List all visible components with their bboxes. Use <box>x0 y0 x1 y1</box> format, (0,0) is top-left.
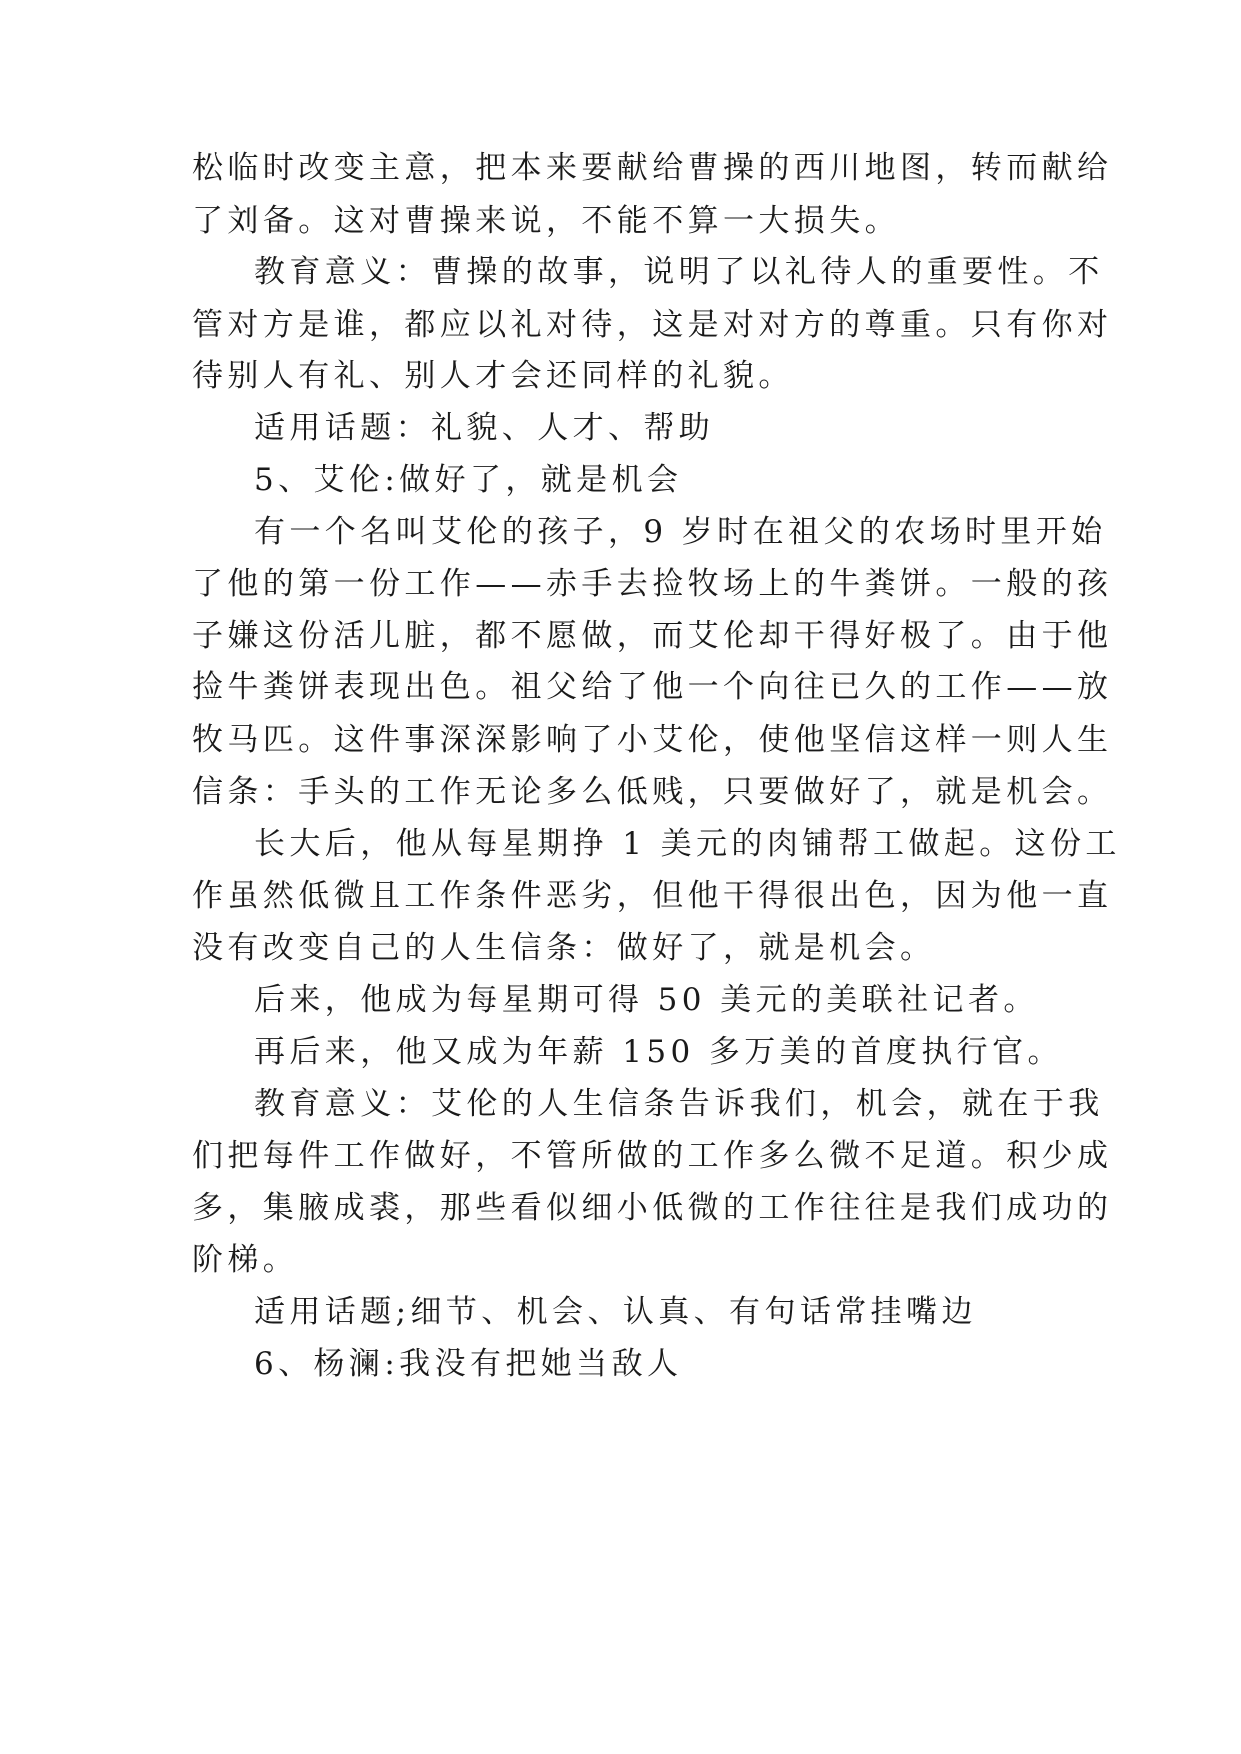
topic-line: 适用话题;细节、机会、认真、有句话常挂嘴边 <box>254 1294 977 1330</box>
body-text-line: 待别人有礼、别人才会还同样的礼貌。 <box>192 358 794 394</box>
body-text-line: 管对方是谁，都应以礼对待，这是对对方的尊重。只有你对 <box>192 307 1113 343</box>
body-text-line: 没有改变自己的人生信条：做好了，就是机会。 <box>192 930 936 966</box>
paragraph-first-line: 教育意义：艾伦的人生信条告诉我们，机会，就在于我 <box>254 1086 1104 1122</box>
paragraph-first-line: 长大后，他从每星期挣 1 美元的肉铺帮工做起。这份工 <box>254 826 1121 862</box>
body-text-line: 捡牛粪饼表现出色。祖父给了他一个向往已久的工作——放 <box>192 669 1113 705</box>
section-heading: 5、艾伦:做好了，就是机会 <box>254 462 683 498</box>
paragraph-first-line: 有一个名叫艾伦的孩子，9 岁时在祖父的农场时里开始 <box>254 514 1107 550</box>
paragraph-first-line: 再后来，他又成为年薪 150 多万美的首度执行官。 <box>254 1034 1063 1070</box>
body-text-line: 了他的第一份工作——赤手去捡牧场上的牛粪饼。一般的孩 <box>192 566 1113 602</box>
body-text-line: 阶梯。 <box>192 1242 299 1278</box>
body-text-line: 子嫌这份活儿脏，都不愿做，而艾伦却干得好极了。由于他 <box>192 618 1113 654</box>
body-text-line: 们把每件工作做好，不管所做的工作多么微不足道。积少成 <box>192 1138 1113 1174</box>
section-heading: 6、杨澜:我没有把她当敌人 <box>254 1346 683 1382</box>
paragraph-first-line: 后来，他成为每星期可得 50 美元的美联社记者。 <box>254 982 1039 1018</box>
topic-line: 适用话题：礼貌、人才、帮助 <box>254 410 715 446</box>
body-text-line: 了刘备。这对曹操来说，不能不算一大损失。 <box>192 203 900 239</box>
body-text-line: 多，集腋成裘，那些看似细小低微的工作往往是我们成功的 <box>192 1190 1113 1226</box>
paragraph-first-line: 教育意义：曹操的故事，说明了以礼待人的重要性。不 <box>254 254 1104 290</box>
body-text-line: 牧马匹。这件事深深影响了小艾伦，使他坚信这样一则人生 <box>192 722 1113 758</box>
body-text-line: 松临时改变主意，把本来要献给曹操的西川地图，转而献给 <box>192 150 1113 186</box>
body-text-line: 信条：手头的工作无论多么低贱，只要做好了，就是机会。 <box>192 774 1113 810</box>
body-text-line: 作虽然低微且工作条件恶劣，但他干得很出色，因为他一直 <box>192 878 1113 914</box>
